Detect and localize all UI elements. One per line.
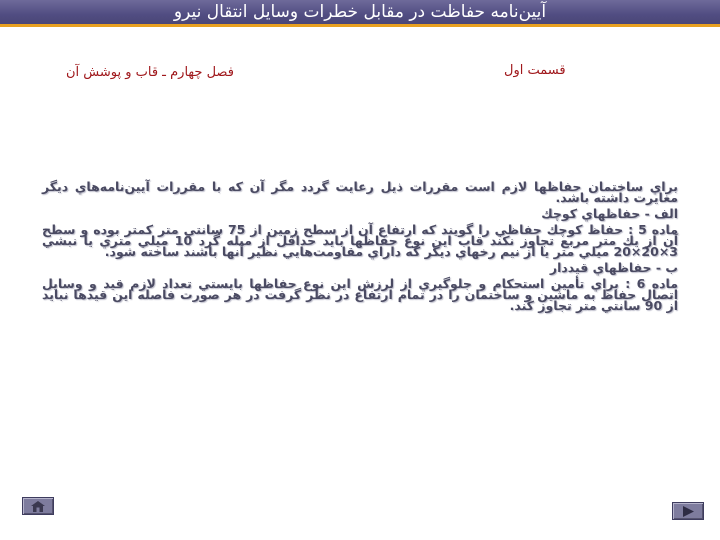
heading-braced-guards: ب - حفاظهاي قيددار (549, 260, 678, 275)
title-bar (0, 0, 720, 27)
heading-small-guards: الف - حفاظهاي كوچك (541, 206, 678, 221)
home-icon (31, 501, 45, 512)
home-button[interactable] (22, 497, 54, 515)
article-6-paragraph: ماده 6 : براي تأمين استحكام و جلوگيري از لرزش اين نوع حفاظها بايستي تعداد لازم قيد و وسايل اتصال حفاظ به ماشين و ساختمان را در تمام ارتفاع در نظر گرفت در هر صورت فاصله اين قيدها نبايد از 90 سانتي متر تجاوز كند. (42, 276, 678, 313)
page-title: آيين‌نامه حفاظت در مقابل خطرات وسايل انتقال نيرو (173, 2, 547, 22)
document-body (42, 181, 678, 316)
chapter-label: فصل چهارم ـ قاب و پوشش آن (66, 65, 234, 80)
section-label: قسمت اول (504, 63, 566, 78)
intro-paragraph: براي ساختمان حفاظها لازم است مقررات ذيل رعايت گردد مگر آن كه با مقررات آيين‌نامه‌هاي ديگر مغايرت داشته باشد. (42, 179, 678, 205)
play-next-icon (681, 506, 695, 517)
next-slide-button[interactable] (672, 502, 704, 520)
article-5-paragraph: ماده 5 : حفاظ كوچك حفاظي را گويند كه ارتفاع آن از سطح زمين از 75 سانتي متر كمتر بوده و سطح آن از يك متر مربع تجاوز نكند قاب اين نوع حفاظها بايد حداقل از ميله گرد 10 ميلي متري يا نبشي 3×20×20 ميلي متر يا از نيم رخهاي ديگر كه داراي مقاومت‌هايي نظير آنها باشند ساخته شود. (42, 222, 678, 259)
